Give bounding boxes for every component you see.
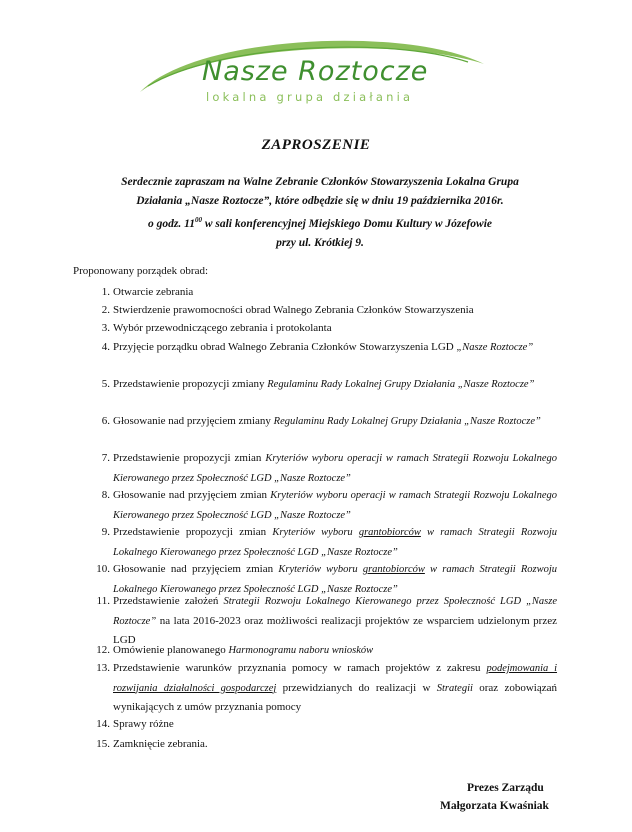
agenda-item-number: 4.: [101, 341, 110, 353]
intro-line: Działania „Nasze Roztocze”, które odbędzie się w dniu 19 października 2016r.: [136, 195, 504, 207]
logo: [138, 40, 488, 112]
agenda-item-text: Przedstawienie propozycji zmian Kryteriów wyboru operacji w ramach Strategii Rozwoju Lokalnego Kierowanego przez Społeczność LGD „Nasze Roztocze”: [113, 452, 557, 484]
agenda-item-text: Głosowanie nad przyjęciem zmian Kryteriów wyboru grantobiorców w ramach Strategii Rozwoju Lokalnego Kierowanego przez Społeczność LGD „Nasze Roztocze”: [113, 563, 558, 595]
agenda-item-text: Omówienie planowanego Harmonogramu naboru wniosków: [113, 644, 374, 656]
intro-time: o godz. 11: [147, 217, 195, 230]
agenda-item-text: Przedstawienie propozycji zmian Kryteriów wyboru grantobiorców w ramach Strategii Rozwoju Lokalnego Kierowanego przez Społeczność LGD „Nasze Roztocze”: [113, 526, 557, 558]
agenda-item-text: Przedstawienie propozycji zmiany Regulaminu Rady Lokalnej Grupy Działania „Nasze Roztocze”: [113, 378, 535, 390]
agenda-item-number: 13.: [96, 662, 110, 674]
agenda-item-text: Głosowanie nad przyjęciem zmian Kryteriów wyboru operacji w ramach Strategii Rozwoju Lokalnego Kierowanego przez Społeczność LGD „Nasze Roztocze”: [113, 489, 557, 521]
agenda-item-number: 8.: [101, 489, 110, 501]
agenda-item-number: 12.: [96, 644, 110, 656]
logo-subtitle: lokalna grupa działania: [206, 90, 414, 104]
invitation-intro: [70, 173, 570, 253]
agenda-item-number: 15.: [96, 738, 110, 750]
intro-venue: w sali konferencyjnej Miejskiego Domu Kultury w Józefowie: [201, 217, 493, 230]
agenda-item-number: 5.: [101, 378, 110, 390]
intro-line: [70, 211, 570, 234]
agenda-item-number: 14.: [96, 718, 110, 730]
intro-line: Serdecznie zapraszam na Walne Zebranie Członków Stowarzyszenia Lokalna Grupa: [121, 176, 519, 188]
agenda-item-text: Przedstawienie warunków przyznania pomocy w ramach projektów z zakresu podejmowania i rozwijania działalności gospodarczej przewidzianych do realizacji w Strategii oraz zobowiązań wynikających z umów przyznania pomocy: [113, 662, 558, 713]
agenda-item-number: 6.: [101, 415, 110, 427]
agenda-item-text: Wybór przewodniczącego zebrania i protokolanta: [113, 322, 332, 334]
signature-name: Małgorzata Kwaśniak: [440, 800, 549, 812]
agenda-item-number: 7.: [101, 452, 110, 464]
agenda-item-number: 11.: [96, 595, 110, 607]
logo-title: Nasze Roztocze: [202, 56, 429, 87]
agenda-label: Proponowany porządek obrad:: [73, 265, 209, 277]
intro-line: przy ul. Krótkiej 9.: [276, 236, 364, 249]
agenda-item-text: Sprawy różne: [113, 718, 174, 730]
agenda-item-text: Otwarcie zebrania: [113, 286, 194, 298]
signature-role: Prezes Zarządu: [467, 782, 544, 794]
agenda-item-text: Stwierdzenie prawomocności obrad Walnego Zebrania Członków Stowarzyszenia: [113, 304, 474, 316]
agenda-item-number: 10.: [96, 563, 110, 575]
agenda-item-text: Głosowanie nad przyjęciem zmiany Regulaminu Rady Lokalnej Grupy Działania „Nasze Roztocze”: [113, 415, 541, 427]
agenda-item-text: Przyjęcie porządku obrad Walnego Zebrania Członków Stowarzyszenia LGD „Nasze Roztocze”: [113, 341, 534, 353]
agenda-item-number: 9.: [101, 526, 110, 538]
agenda-item-number: 1.: [101, 286, 110, 298]
intro-time-minutes: 00: [194, 216, 202, 224]
agenda-item-number: 2.: [101, 304, 110, 316]
agenda-item-number: 3.: [101, 322, 110, 334]
agenda-item-text: Zamknięcie zebrania.: [113, 738, 208, 750]
document-title: ZAPROSZENIE: [261, 137, 371, 153]
agenda-item-text: Przedstawienie założeń Strategii Rozwoju Lokalnego Kierowanego przez Społeczność LGD „Nasze Roztocze” na lata 2016-2023 oraz możliwości realizacji projektów ze wsparciem udzielonym przez LGD: [113, 595, 558, 646]
